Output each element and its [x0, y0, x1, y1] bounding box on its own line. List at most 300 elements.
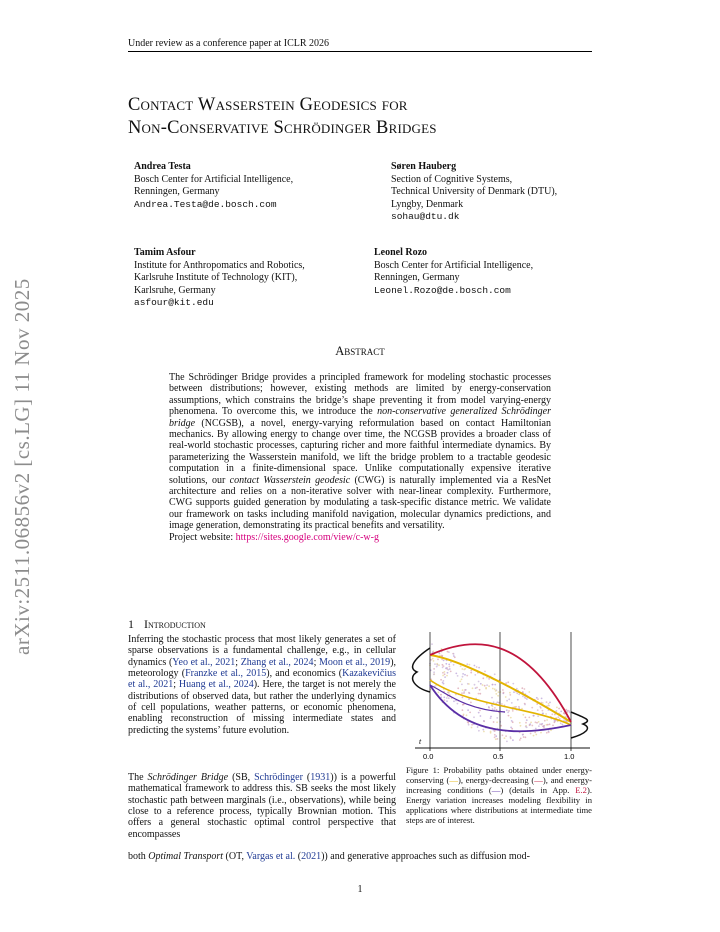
- sample-point: [504, 737, 506, 739]
- sample-point: [503, 692, 505, 694]
- sample-point: [507, 681, 509, 683]
- sample-point: [494, 684, 496, 686]
- sample-point: [511, 720, 513, 722]
- sample-point: [554, 720, 556, 722]
- sample-point: [490, 716, 492, 718]
- sample-point: [516, 688, 518, 690]
- author-affiliation: Bosch Center for Artificial Intelligence,: [134, 173, 294, 185]
- sample-point: [479, 693, 481, 695]
- sample-point: [502, 734, 504, 736]
- sample-point: [538, 721, 540, 723]
- sample-point: [511, 702, 513, 704]
- sample-point: [443, 660, 445, 662]
- sample-point: [488, 685, 490, 687]
- sample-point: [520, 725, 522, 727]
- legend-swatch-conserving: —: [449, 775, 458, 785]
- section-title: Introduction: [144, 617, 206, 631]
- abstract-text: The Schrödinger Bridge provides a principled framework for modeling stochastic processes between distributions; however, existing methods are limited by energy-conservation assumptions, which constrains the bridge’s shape preventing it from model varying-energy phenomena. To overcome this, we introduce the: [169, 372, 551, 418]
- sample-point: [480, 683, 482, 685]
- sample-point: [443, 696, 445, 698]
- sample-point: [528, 717, 530, 719]
- sample-point: [512, 683, 514, 685]
- sample-point: [557, 716, 559, 718]
- title-line-2: Non-Conservative Schrödinger Bridges: [128, 118, 437, 138]
- sample-point: [563, 712, 565, 714]
- sample-point: [542, 713, 544, 715]
- sample-point: [484, 685, 486, 687]
- paper-title: [128, 94, 598, 140]
- sample-point: [478, 712, 480, 714]
- sample-point: [535, 721, 537, 723]
- sample-point: [442, 675, 444, 677]
- sample-point: [431, 643, 433, 645]
- sample-point: [507, 712, 509, 714]
- author-affiliation: Renningen, Germany: [134, 186, 220, 197]
- sample-point: [434, 663, 436, 665]
- sample-point: [478, 730, 480, 732]
- sample-point: [525, 726, 527, 728]
- sample-point: [546, 732, 548, 734]
- sample-point: [546, 701, 548, 703]
- sample-point: [440, 694, 442, 696]
- sample-point: [518, 706, 520, 708]
- sample-point: [509, 692, 511, 694]
- sample-point: [479, 710, 481, 712]
- sample-point: [494, 736, 496, 738]
- sample-point: [491, 697, 493, 699]
- author-affiliation: Karlsruhe Institute of Technology (KIT),: [134, 272, 298, 283]
- sample-point: [433, 668, 435, 670]
- citation-link[interactable]: Franzke et al., 2015: [185, 668, 267, 680]
- page-number: 1: [357, 884, 363, 895]
- sample-point: [466, 714, 468, 716]
- sample-point: [453, 664, 455, 666]
- sample-point: [537, 709, 539, 711]
- legend-swatch-increasing: —: [491, 785, 501, 795]
- sample-point: [554, 714, 556, 716]
- sample-point: [505, 735, 507, 737]
- author-affiliation: Bosch Center for Artificial Intelligence,: [374, 259, 534, 271]
- sample-point: [482, 684, 484, 686]
- tick-label: 1.0: [564, 752, 575, 761]
- sample-point: [432, 658, 434, 660]
- sample-point: [459, 681, 461, 683]
- author-email[interactable]: Andrea.Testa@de.bosch.com: [134, 198, 277, 210]
- author-block-4: [374, 247, 533, 297]
- sample-point: [502, 689, 504, 691]
- sample-point: [478, 667, 480, 669]
- sample-point: [515, 706, 517, 708]
- sample-point: [446, 700, 448, 702]
- abstract-emphasis: contact Wasserstein geodesic: [229, 474, 351, 486]
- sample-point: [470, 672, 472, 674]
- author-block-1: [134, 161, 293, 211]
- sample-point: [518, 694, 520, 696]
- sample-point: [462, 709, 464, 711]
- sample-point: [479, 689, 481, 691]
- author-affiliation: Technical University of Denmark (DTU),: [391, 186, 558, 197]
- sample-point: [498, 702, 500, 704]
- sample-point: [483, 720, 485, 722]
- sample-point: [558, 708, 560, 710]
- sample-point: [484, 671, 486, 673]
- sample-point: [530, 722, 532, 724]
- sample-point: [513, 691, 515, 693]
- abstract-text: (CWG) is naturally implemented via a ResNet architecture and relies on a non-iterative solver with near-linear complexity. Furthermore, CWG supports guided generation by modulating a task-specific distance metric. We validate our framework on tasks including manifold navigation, molecular dynamics predictions, and image generation, demonstrating its practical benefits and versatility.: [169, 474, 551, 532]
- sample-point: [526, 698, 528, 700]
- sample-point: [521, 708, 523, 710]
- sample-point: [443, 680, 445, 682]
- sample-point: [469, 712, 471, 714]
- sample-point: [537, 715, 539, 717]
- sample-point: [522, 695, 524, 697]
- citation-link[interactable]: Schrödinger: [254, 772, 303, 783]
- sample-point: [478, 693, 480, 695]
- sample-point: [448, 664, 450, 666]
- sample-point: [559, 718, 561, 720]
- sample-point: [491, 704, 493, 706]
- sample-point: [433, 660, 435, 662]
- sample-point: [494, 730, 496, 732]
- sample-point: [492, 688, 494, 690]
- sample-point: [490, 717, 492, 719]
- sample-point: [496, 717, 498, 719]
- sample-point: [462, 689, 464, 691]
- sample-point: [433, 674, 435, 676]
- sample-point: [501, 703, 503, 705]
- sample-point: [498, 691, 500, 693]
- sample-point: [500, 725, 502, 727]
- sample-point: [442, 672, 444, 674]
- sample-point: [494, 673, 496, 675]
- citation-link[interactable]: Kazakevičius et al., 2021: [128, 668, 397, 691]
- citation-link[interactable]: Vargas et al.: [246, 851, 296, 862]
- sample-point: [530, 733, 532, 735]
- sample-point: [512, 739, 514, 741]
- sample-point: [534, 732, 536, 734]
- author-name: Leonel Rozo: [374, 247, 428, 258]
- author-block-3: [134, 247, 305, 310]
- project-website-link[interactable]: https://sites.google.com/view/c-w-g: [235, 531, 379, 543]
- conference-header: Under review as a conference paper at ICLR 2026: [128, 38, 330, 49]
- sample-point: [444, 676, 446, 678]
- sample-point: [506, 741, 508, 743]
- sample-point: [524, 688, 526, 690]
- sample-point: [531, 707, 533, 709]
- sample-point: [440, 679, 442, 681]
- sample-point: [505, 682, 507, 684]
- sample-point: [449, 666, 451, 668]
- citation-link[interactable]: Moon et al., 2019: [318, 656, 391, 668]
- sample-point: [466, 663, 468, 665]
- appendix-link[interactable]: E.2: [575, 785, 587, 795]
- sample-point: [541, 723, 543, 725]
- sample-point: [493, 721, 495, 723]
- sample-point: [444, 673, 446, 675]
- sample-point: [542, 702, 544, 704]
- sample-point: [480, 715, 482, 717]
- sample-point: [448, 697, 450, 699]
- sample-point: [512, 710, 514, 712]
- sample-point: [446, 697, 448, 699]
- sample-point: [442, 682, 444, 684]
- sample-point: [492, 708, 494, 710]
- sample-point: [447, 651, 449, 653]
- sample-point: [461, 692, 463, 694]
- sample-point: [433, 671, 435, 673]
- sample-point: [463, 692, 465, 694]
- website-label: Project website:: [169, 531, 236, 543]
- sample-point: [563, 719, 565, 721]
- abstract-text: (NCGSB), a novel, energy-varying reformulation based on contact Hamiltonian mechanics. By allowing energy to change over time, the NCGSB provides a broader class of real-world stochastic processes, capturing richer and more faithful intermediate dynamics. By parameterizing the Wasserstein manifold, we lift the bridge problem to a tractable geodesic computation in a finite-dimensional space. Unlike computationally expensive iterative solutions, our: [169, 417, 551, 486]
- sample-point: [516, 693, 518, 695]
- abstract-heading: Abstract: [335, 344, 385, 358]
- initial-marginal-density: [413, 648, 430, 692]
- sample-point: [471, 724, 473, 726]
- sample-point: [471, 727, 473, 729]
- sample-point: [510, 737, 512, 739]
- sample-point: [533, 735, 535, 737]
- sample-point: [497, 738, 499, 740]
- author-affiliation: Lyngby, Denmark: [391, 198, 464, 210]
- sample-point: [565, 709, 567, 711]
- author-affiliation: Section of Cognitive Systems,: [391, 173, 513, 185]
- sample-point: [472, 687, 474, 689]
- sample-point: [450, 671, 452, 673]
- sample-point: [538, 725, 540, 727]
- sample-point: [548, 705, 550, 707]
- sample-point: [457, 675, 459, 677]
- sample-point: [453, 655, 455, 657]
- sample-point: [510, 717, 512, 719]
- sample-point: [494, 734, 496, 736]
- title-line-1: Contact Wasserstein Geodesics for: [128, 95, 408, 115]
- author-name: Søren Hauberg: [391, 161, 457, 172]
- sample-point: [467, 709, 469, 711]
- sample-point: [467, 722, 469, 724]
- citation-link[interactable]: Yeo et al., 2021: [172, 656, 236, 668]
- time-axis-label: t: [419, 737, 422, 746]
- sample-point: [548, 703, 550, 705]
- sample-point: [461, 679, 463, 681]
- sample-point: [466, 675, 468, 677]
- citation-link[interactable]: Zhang et al., 2024: [240, 656, 314, 668]
- sample-point: [444, 671, 446, 673]
- sample-point: [490, 732, 492, 734]
- sample-point: [457, 687, 459, 689]
- sample-point: [439, 652, 441, 654]
- author-email[interactable]: sohau@dtu.dk: [391, 211, 460, 222]
- section-heading: [128, 617, 206, 632]
- sample-point: [495, 693, 497, 695]
- sample-point: [531, 725, 533, 727]
- sample-point: [551, 713, 553, 715]
- sample-point: [436, 666, 438, 668]
- author-affiliation: Karlsruhe, Germany: [134, 284, 216, 296]
- sample-point: [525, 717, 527, 719]
- sample-point: [537, 698, 539, 700]
- sample-point: [468, 692, 470, 694]
- sample-point: [462, 676, 464, 678]
- sample-point: [549, 723, 551, 725]
- sample-point: [488, 678, 490, 680]
- sample-point: [506, 700, 508, 702]
- sample-point: [460, 665, 462, 667]
- sample-point: [508, 715, 510, 717]
- sample-point: [477, 726, 479, 728]
- sample-point: [482, 677, 484, 679]
- sample-point: [525, 736, 527, 738]
- sample-point: [541, 698, 543, 700]
- section-number: 1: [128, 617, 134, 631]
- sample-point: [462, 673, 464, 675]
- sample-point: [556, 707, 558, 709]
- final-marginal-density: [571, 712, 587, 738]
- sample-point: [524, 704, 526, 706]
- sample-point: [568, 710, 570, 712]
- sample-point: [474, 665, 476, 667]
- sample-point: [478, 681, 480, 683]
- sample-point: [509, 694, 511, 696]
- sample-point: [496, 721, 498, 723]
- author-name: Andrea Testa: [134, 161, 191, 172]
- figure-1-probability-paths: [405, 630, 595, 768]
- sample-point: [464, 668, 466, 670]
- sample-point: [547, 724, 549, 726]
- sample-point: [445, 663, 447, 665]
- author-affiliation: Renningen, Germany: [374, 272, 460, 283]
- intro-paragraph-2: The Schrödinger Bridge (SB, Schrödinger (1931)) is a powerful mathematical framework to address this. SB seeks the most likely stochastic path between marginals (i.e., observations), while being close to a reference process, typically Brownian motion. This offers a general stochastic optimal control perspective that encompasses: [128, 772, 396, 840]
- sample-point: [496, 709, 498, 711]
- sample-point: [483, 731, 485, 733]
- sample-point: [517, 699, 519, 701]
- arxiv-stamp: arXiv:2511.06856v2 [cs.LG] 11 Nov 2025: [10, 278, 34, 655]
- abstract-emphasis: non-conservative generalized Schrödinger bridge: [169, 406, 551, 429]
- sample-point: [488, 706, 490, 708]
- sample-point: [495, 738, 497, 740]
- figure-1-caption: Figure 1: Probability paths obtained under energy-conserving (—), energy-decreasing (—), and energy-increasing conditions (—) (details in App. E.2). Energy variation increases modeling flexibility in applications where distributions at intermediate time steps are of interest.: [406, 765, 592, 825]
- sample-point: [548, 730, 550, 732]
- sample-point: [464, 674, 466, 676]
- sample-point: [521, 687, 523, 689]
- sample-point: [492, 684, 494, 686]
- sample-point: [494, 707, 496, 709]
- sample-point: [482, 729, 484, 731]
- sample-point: [436, 663, 438, 665]
- sample-point: [505, 696, 507, 698]
- sample-point: [461, 684, 463, 686]
- sample-point: [542, 710, 544, 712]
- sample-point: [476, 666, 478, 668]
- sample-point: [468, 683, 470, 685]
- sample-point: [528, 691, 530, 693]
- legend-swatch-decreasing: —: [534, 775, 543, 785]
- sample-point: [446, 667, 448, 669]
- tick-label: 0.5: [493, 752, 504, 761]
- sample-point: [470, 702, 472, 704]
- sample-point: [473, 716, 475, 718]
- sample-point: [539, 723, 541, 725]
- sample-point: [560, 711, 562, 713]
- tick-label: 0.0: [423, 752, 434, 761]
- sample-point: [437, 659, 439, 661]
- sample-point: [462, 715, 464, 717]
- sample-point: [441, 655, 443, 657]
- sample-point: [560, 722, 562, 724]
- sample-point: [526, 719, 528, 721]
- sample-point: [447, 672, 449, 674]
- author-name: Tamim Asfour: [134, 247, 196, 258]
- sample-point: [474, 674, 476, 676]
- sample-point: [519, 722, 521, 724]
- sample-point: [474, 684, 476, 686]
- sample-point: [529, 723, 531, 725]
- sample-point: [544, 720, 546, 722]
- sample-point: [438, 664, 440, 666]
- sample-point: [446, 675, 448, 677]
- sample-point: [519, 739, 521, 741]
- sample-point: [562, 724, 564, 726]
- sample-point: [469, 664, 471, 666]
- sample-point: [449, 668, 451, 670]
- author-email[interactable]: asfour@kit.edu: [134, 297, 214, 308]
- sample-point: [525, 697, 527, 699]
- sample-point: [508, 698, 510, 700]
- sample-point: [543, 725, 545, 727]
- sample-point: [457, 703, 459, 705]
- sample-point: [556, 710, 558, 712]
- abstract-body: [169, 372, 551, 543]
- sample-point: [444, 699, 446, 701]
- sample-point: [535, 728, 537, 730]
- author-email[interactable]: Leonel.Rozo@de.bosch.com: [374, 284, 511, 296]
- sample-point: [494, 688, 496, 690]
- sample-point: [485, 687, 487, 689]
- sample-point: [545, 713, 547, 715]
- sample-point: [535, 734, 537, 736]
- sample-point: [525, 722, 527, 724]
- sample-point: [468, 724, 470, 726]
- sample-point: [510, 727, 512, 729]
- sample-point: [461, 668, 463, 670]
- sample-point: [522, 714, 524, 716]
- citation-link[interactable]: Huang et al., 2024: [178, 679, 254, 691]
- author-block-2: [391, 161, 557, 224]
- intro-paragraph-1: Inferring the stochastic process that most likely generates a set of sparse observations is a fundamental challenge, e.g., in cellular dynamics (Yeo et al., 2021; Zhang et al., 2024; Moon et al., 2019), meteorology (Franzke et al., 2015), and economics (Kazakevičius et al., 2021; Huang et al., 2024). Here, the target is not merely the distributions of observed data, but rather the underlying dynamics of cell populations, weather patterns, or economic phenomena, enabling reconstruction of missing intermediate states and predicting the systems’ future evolution.: [128, 634, 397, 736]
- sample-point: [540, 707, 542, 709]
- sample-point: [506, 709, 508, 711]
- sample-point: [464, 689, 466, 691]
- citation-link[interactable]: 2021: [301, 851, 322, 862]
- sample-point: [540, 732, 542, 734]
- sample-point: [438, 692, 440, 694]
- sample-point: [520, 738, 522, 740]
- sample-point: [493, 701, 495, 703]
- author-affiliation: Institute for Anthropomatics and Robotics,: [134, 259, 305, 271]
- intro-paragraph-continuation: both Optimal Transport (OT, Vargas et al. (2021)) and generative approaches such as diffusion mod-: [128, 851, 531, 862]
- sample-point: [443, 665, 445, 667]
- sample-point: [536, 722, 538, 724]
- sample-point: [549, 702, 551, 704]
- sample-point: [495, 690, 497, 692]
- sample-point: [533, 715, 535, 717]
- sample-point: [522, 734, 524, 736]
- sample-point: [552, 725, 554, 727]
- citation-link[interactable]: 1931: [310, 772, 331, 783]
- sample-point: [486, 684, 488, 686]
- sample-point: [497, 695, 499, 697]
- sample-point: [455, 673, 457, 675]
